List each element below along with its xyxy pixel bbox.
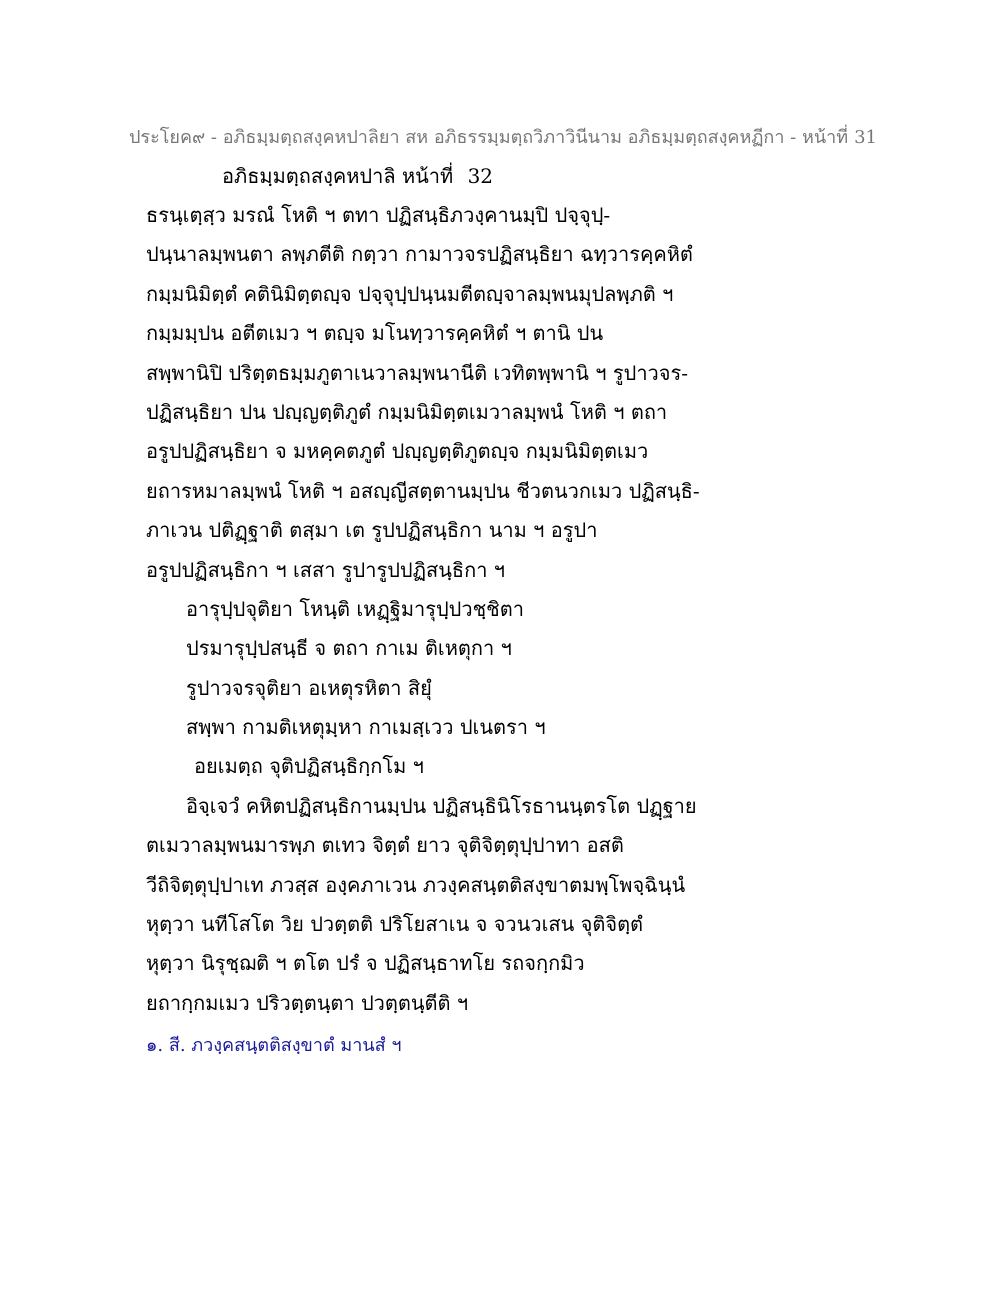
page-heading-number: 32 xyxy=(467,164,494,188)
text-line: ปฏิสนฺธิยา ปน ปญฺญตฺติภูตํ กมฺมนิมิตฺตเมวาลมฺพนํ โหติ ฯ ตถา xyxy=(146,399,668,424)
text-line: วีถิจิตฺตุปฺปาเท ภวสฺส องฺคภาเวน ภวงฺคสนฺตติสงฺขาตมพฺโพจฺฉินฺนํ xyxy=(146,872,686,897)
text-line: กมฺมมฺปน อตีตเมว ฯ ตญฺจ มโนทฺวารคฺคหิตํ ฯ ตานิ ปน xyxy=(146,321,604,346)
text-line: กมฺมนิมิตฺตํ คตินิมิตฺตญฺจ ปจฺจุปฺปนฺนมตีตญฺจาลมฺพนมุปลพฺภติ ฯ xyxy=(146,281,674,306)
running-header xyxy=(0,122,1000,151)
running-header-title: ประโยค๙ - อภิธมฺมตฺถสงฺคหปาลิยา สห อภิธรรมฺมตฺถวิภาวินีนาม อภิธมฺมตฺถสงฺคหฏีกา - หน้าที่ xyxy=(128,127,849,148)
page-heading xyxy=(222,160,493,192)
body-text xyxy=(146,196,866,1023)
verse-line: อารุปฺปจุติยา โหนฺติ เหฏฺฐิมารุปฺปวชฺชิตา xyxy=(186,596,524,621)
verse-line: รูปาวจรจุติยา อเหตุรหิตา สิยุํ xyxy=(186,675,432,700)
verse-line: สพฺพา กามติเหตุมฺหา กาเมสฺเวว ปเนตรา ฯ xyxy=(186,715,546,740)
verse-summary: อยเมตฺถ จุติปฏิสนฺธิกฺกโม ฯ xyxy=(194,754,424,779)
text-line: หุตฺวา นิรุชฺฌติ ฯ ตโต ปรํ จ ปฏิสนฺธาทโย รถจกฺกมิว xyxy=(146,951,585,976)
text-line: ยถารหมาลมฺพนํ โหติ ฯ อสญฺญีสตฺตานมฺปน ชีวตนวกเมว ปฏิสนฺธิ- xyxy=(146,478,700,503)
text-line: ธรนฺเตฺสฺว มรณํ โหติ ฯ ตทา ปฏิสนฺธิภวงฺคานมฺปิ ปจฺจุปฺ- xyxy=(146,203,611,227)
text-line: ตเมวาลมฺพนมารพฺภ ตเทว จิตฺตํ ยาว จุติจิตฺตุปฺปาทา อสติ xyxy=(146,833,624,858)
text-line: ภาเวน ปติฏฺฐาติ ตสฺมา เต รูปปฏิสนฺธิกา นาม ฯ อรูปา xyxy=(146,518,598,543)
text-line: สพฺพานิปิ ปริตฺตธมฺมภูตาเนวาลมฺพนานีติ เวทิตพฺพานิ ฯ รูปาวจร- xyxy=(146,360,689,385)
text-line: หุตฺวา นทีโสโต วิย ปวตฺตติ ปริโยสาเน จ จวนวเสน จุติจิตฺตํ xyxy=(146,912,644,937)
text-line: อรูปปฏิสนฺธิกา ฯ เสสา รูปารูปปฏิสนฺธิกา ฯ xyxy=(146,557,506,582)
text-line: อรูปปฏิสนฺธิยา จ มหคฺคตภูตํ ปญฺญตฺติภูตญฺจ กมฺมนิมิตฺตเมว xyxy=(146,439,649,464)
paragraph-first-line: อิจฺเจวํ คหิตปฏิสนฺธิกานมฺปน ปฏิสนฺธินิโรธานนฺตรโต ปฏฺฐาย xyxy=(186,793,697,818)
footnote: ๑. สี. ภวงฺคสนฺตติสงฺขาตํ มานสํ ฯ xyxy=(146,1035,402,1056)
page-heading-title: อภิธมฺมตฺถสงฺคหปาลิ หน้าที่ xyxy=(222,164,454,188)
verse-line: ปรมารุปฺปสนฺธี จ ตถา กาเม ติเหตุกา ฯ xyxy=(186,636,512,661)
text-line: ปนฺนาลมฺพนตา ลพฺภตีติ กตฺวา กามาวจรปฏิสนฺธิยา ฉทฺวารคฺคหิตํ xyxy=(146,242,693,267)
running-header-page-number: 31 xyxy=(854,127,878,148)
text-line: ยถากฺกมเมว ปริวตฺตนฺตา ปวตฺตนฺตีติ ฯ xyxy=(146,990,469,1015)
